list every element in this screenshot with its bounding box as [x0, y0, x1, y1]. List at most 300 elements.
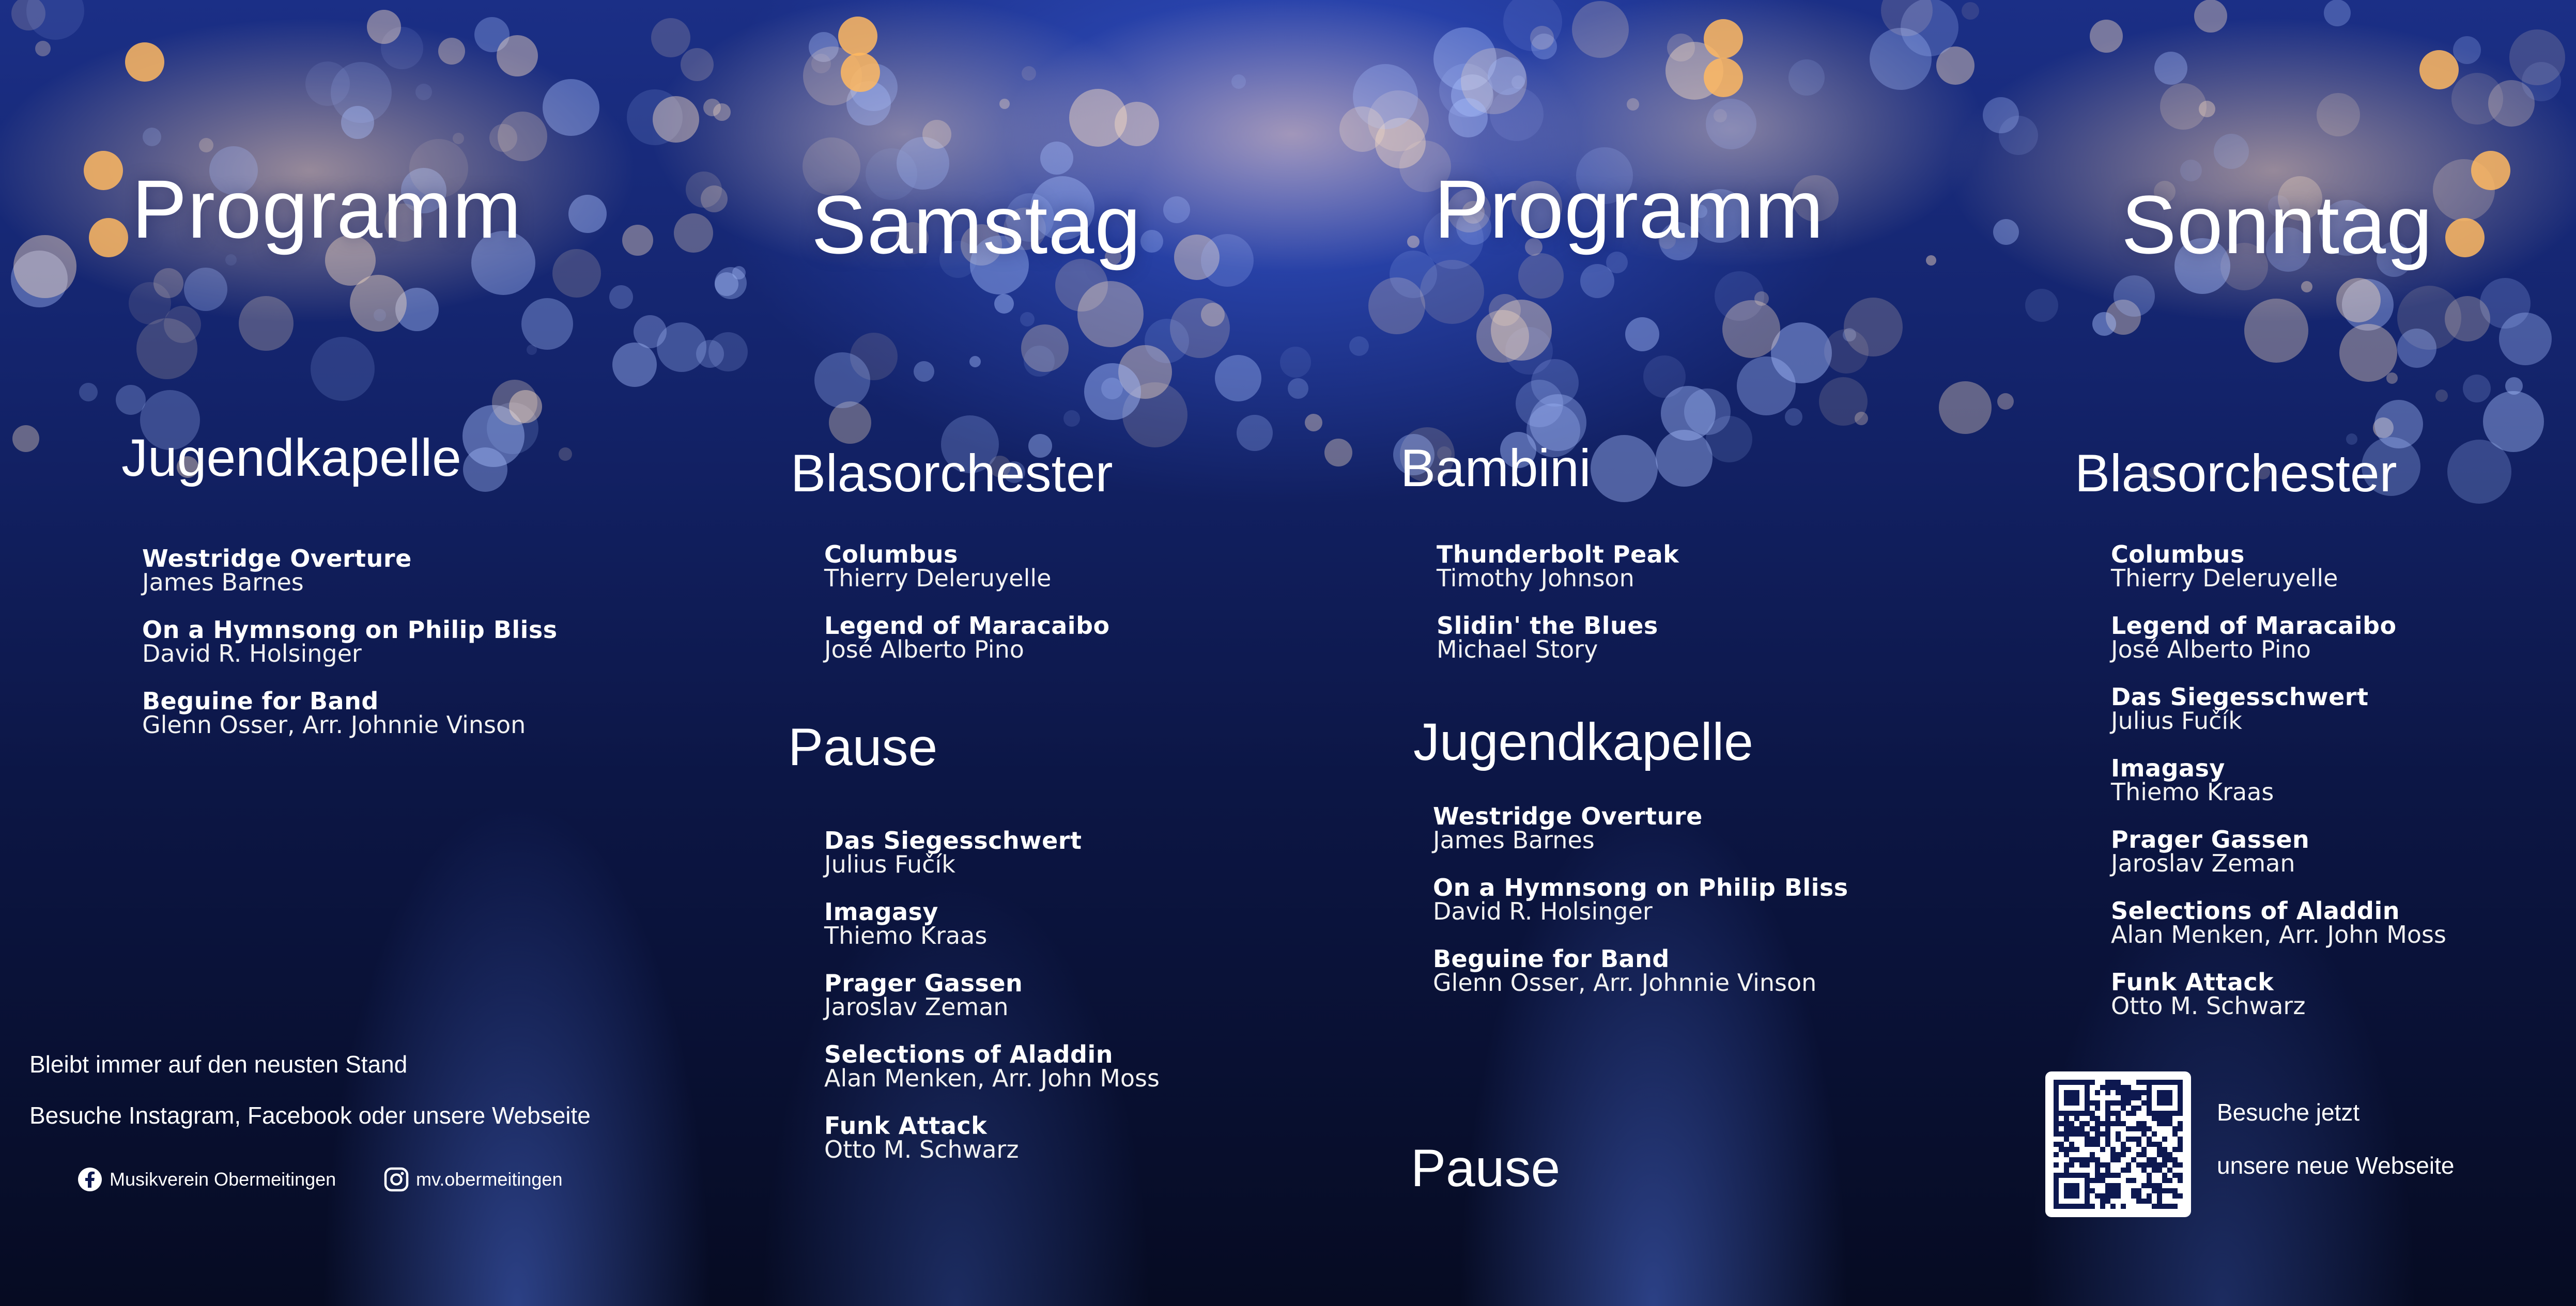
- bokeh-light: [2199, 101, 2215, 117]
- bokeh-light: [1667, 34, 1695, 61]
- bokeh-light: [1665, 42, 1723, 100]
- bokeh-light: [1714, 109, 1727, 122]
- bokeh-light: [1754, 291, 1769, 306]
- piece-composer: Julius Fučík: [2111, 707, 2242, 735]
- piece-title: Das Siegesschwert: [824, 827, 1082, 854]
- bokeh-light: [1021, 324, 1069, 372]
- program-item: [2111, 756, 2274, 804]
- bokeh-light: [1591, 435, 1658, 502]
- piece-composer: Glenn Osser, Arr. Johnnie Vinson: [1433, 969, 1817, 997]
- bokeh-light: [1353, 64, 1418, 129]
- bokeh-light: [2090, 20, 2123, 53]
- piece-composer: Thiemo Kraas: [2111, 778, 2274, 806]
- program-item: [824, 898, 988, 950]
- bokeh-light: [1505, 327, 1553, 375]
- bokeh-light: [164, 306, 201, 343]
- bokeh-light: [708, 332, 748, 371]
- program-item: [824, 614, 1110, 661]
- bokeh-light: [1368, 90, 1429, 151]
- bokeh-light: [696, 340, 724, 368]
- bokeh-light: [1901, 0, 1958, 56]
- bokeh-light: [543, 79, 599, 136]
- program-item: [2111, 897, 2446, 949]
- bokeh-light: [1704, 58, 1743, 97]
- bokeh-light: [2373, 417, 2394, 438]
- bokeh-light: [622, 225, 653, 256]
- bokeh-light: [1145, 319, 1189, 363]
- bokeh-light: [2317, 93, 2360, 136]
- bokeh-light: [1122, 382, 1187, 447]
- bokeh-light: [701, 185, 728, 212]
- bokeh-light: [2244, 299, 2308, 363]
- bokeh-light: [568, 195, 607, 233]
- program-item: [1437, 614, 1658, 661]
- bokeh-light: [1288, 378, 1308, 399]
- bokeh-light: [1375, 118, 1426, 168]
- piece-title: Columbus: [824, 540, 958, 568]
- piece-composer: David R. Holsinger: [142, 640, 362, 667]
- piece-composer: James Barnes: [1433, 826, 1595, 854]
- bokeh-light: [1390, 251, 1437, 298]
- program-item: [2111, 970, 2306, 1018]
- bokeh-light: [527, 345, 537, 355]
- facebook-link[interactable]: [78, 1167, 336, 1192]
- program-item: [2111, 614, 2397, 661]
- bokeh-light: [2106, 300, 2141, 335]
- bokeh-light: [1530, 26, 1554, 50]
- bokeh-light: [1024, 346, 1055, 377]
- bokeh-light: [1237, 415, 1273, 451]
- bokeh-light: [559, 447, 572, 461]
- bokeh-light: [1788, 59, 1825, 96]
- bokeh-light: [651, 18, 690, 57]
- bokeh-light: [1531, 34, 1557, 59]
- bokeh-light: [26, 0, 84, 40]
- program-item: [142, 547, 412, 594]
- bokeh-light: [1936, 46, 1975, 85]
- bokeh-light: [84, 151, 123, 190]
- piece-composer: Jaroslav Zeman: [2111, 849, 2295, 877]
- bokeh-light: [2301, 281, 2312, 292]
- piece-title: Legend of Maracaibo: [2111, 612, 2397, 640]
- program-item: [824, 542, 1051, 590]
- bokeh-light: [2445, 218, 2485, 257]
- bokeh-light: [331, 62, 392, 123]
- piece-title: On a Hymnsong on Philip Bliss: [142, 616, 558, 644]
- piece-composer: Jaroslav Zeman: [824, 993, 1009, 1021]
- bokeh-light: [829, 401, 871, 444]
- bokeh-light: [311, 337, 375, 401]
- bokeh-light: [374, 309, 386, 321]
- bokeh-light: [811, 54, 831, 73]
- piece-composer: Otto M. Schwarz: [2111, 992, 2306, 1020]
- bokeh-light: [1785, 408, 1802, 426]
- bokeh-light: [1063, 410, 1080, 427]
- bokeh-light: [239, 296, 294, 351]
- bokeh-light: [1661, 386, 1716, 441]
- piece-title: Legend of Maracaibo: [824, 612, 1110, 640]
- bokeh-light: [35, 41, 51, 56]
- bokeh-light: [367, 10, 401, 44]
- piece-composer: Thierry Deleruyelle: [2111, 564, 2338, 592]
- bokeh-light: [2509, 29, 2565, 85]
- bokeh-light: [686, 172, 722, 208]
- bokeh-light: [1999, 116, 2038, 155]
- bokeh-light: [1407, 236, 1420, 248]
- bokeh-light: [1020, 312, 1035, 326]
- piece-title: Selections of Aladdin: [2111, 897, 2400, 925]
- panel1-title: Programm: [132, 163, 522, 255]
- panel2-pause: Pause: [788, 718, 938, 776]
- bokeh-light: [2433, 159, 2495, 221]
- piece-composer: Thiemo Kraas: [824, 922, 988, 950]
- bokeh-light: [1625, 317, 1659, 351]
- bokeh-light: [1201, 303, 1225, 326]
- piece-title: Slidin' the Blues: [1437, 612, 1658, 640]
- bokeh-light: [2483, 391, 2544, 452]
- bokeh-light: [1490, 87, 1544, 141]
- bokeh-light: [129, 282, 171, 324]
- bokeh-light: [1993, 219, 2019, 245]
- bokeh-light: [497, 35, 538, 76]
- bokeh-light: [2397, 286, 2461, 350]
- program-item: [1433, 876, 1848, 923]
- bokeh-light: [2025, 289, 2058, 322]
- bokeh-light: [1118, 345, 1172, 399]
- piece-title: Selections of Aladdin: [824, 1040, 1113, 1068]
- bokeh-light: [1163, 196, 1190, 223]
- bokeh-light: [1101, 378, 1123, 399]
- bokeh-light: [1706, 99, 1756, 149]
- piece-title: Prager Gassen: [824, 969, 1023, 997]
- bokeh-light: [1231, 74, 1246, 89]
- bokeh-light: [2092, 312, 2116, 336]
- panel4-title-sonntag: Sonntag: [2121, 178, 2433, 271]
- bokeh-light: [225, 254, 237, 266]
- bokeh-light: [1926, 255, 1936, 266]
- bokeh-light: [2386, 372, 2398, 384]
- bokeh-light: [732, 266, 746, 279]
- bokeh-light: [341, 106, 374, 139]
- bokeh-light: [1069, 89, 1127, 147]
- program-item: [1437, 542, 1679, 590]
- bokeh-light: [850, 64, 898, 111]
- piece-title: Thunderbolt Peak: [1437, 540, 1679, 568]
- bokeh-light: [1516, 380, 1563, 427]
- bokeh-light: [914, 361, 934, 382]
- bokeh-light: [492, 380, 537, 425]
- bokeh-light: [12, 425, 39, 452]
- piece-title: Prager Gassen: [2111, 826, 2310, 853]
- panel3-section-jugendkapelle: Jugendkapelle: [1413, 712, 1753, 771]
- program-item: [824, 829, 1082, 876]
- bokeh-light: [713, 103, 731, 121]
- bokeh-light: [1844, 298, 1903, 356]
- bokeh-light: [627, 89, 683, 145]
- bokeh-light: [2522, 62, 2561, 101]
- piece-composer: Alan Menken, Arr. John Moss: [2111, 921, 2446, 949]
- program-item: [1433, 945, 1817, 997]
- bokeh-light: [487, 402, 538, 454]
- bokeh-light: [634, 315, 667, 348]
- bokeh-light: [381, 27, 423, 69]
- bokeh-light: [2324, 0, 2351, 26]
- bokeh-light: [809, 32, 839, 62]
- bokeh-light: [612, 343, 657, 387]
- bokeh-light: [552, 249, 601, 298]
- bokeh-light: [1627, 98, 1639, 111]
- bokeh-light: [715, 272, 738, 296]
- panel3-title: Programm: [1434, 163, 1824, 255]
- qr-code-icon: [2045, 1071, 2191, 1217]
- bokeh-light: [2114, 275, 2155, 317]
- panel2-title-samstag: Samstag: [811, 178, 1142, 271]
- bokeh-light: [2451, 73, 2503, 125]
- program-item: [142, 618, 558, 665]
- bokeh-light: [609, 285, 633, 309]
- program-item: [2111, 542, 2338, 590]
- bokeh-light: [1704, 19, 1743, 58]
- program-item: [824, 971, 1023, 1019]
- bokeh-light: [841, 53, 880, 92]
- bokeh-light: [1824, 329, 1869, 374]
- bokeh-light: [1040, 142, 1073, 175]
- bokeh-light: [1488, 57, 1526, 95]
- piece-title: Beguine for Band: [1433, 945, 1670, 973]
- panel1-section-jugendkapelle: Jugendkapelle: [121, 428, 461, 487]
- bokeh-light: [1489, 294, 1521, 326]
- program-item: [824, 1114, 1019, 1161]
- bokeh-light: [1503, 0, 1562, 51]
- bokeh-light: [1643, 355, 1686, 398]
- instagram-icon: [384, 1167, 409, 1192]
- bokeh-light: [2160, 83, 2207, 130]
- panel2-section-blasorchester: Blasorchester: [791, 444, 1113, 503]
- bokeh-light: [1870, 28, 1932, 90]
- bokeh-light: [1420, 260, 1484, 324]
- bokeh-light: [838, 17, 877, 56]
- bokeh-light: [153, 268, 183, 298]
- facebook-label: Musikverein Obermeitingen: [110, 1169, 336, 1190]
- bokeh-light: [305, 61, 350, 106]
- bokeh-light: [13, 235, 76, 298]
- bokeh-light: [1531, 359, 1579, 407]
- piece-title: On a Hymnsong on Philip Bliss: [1433, 874, 1848, 901]
- piece-title: Das Siegesschwert: [2111, 683, 2369, 711]
- bokeh-light: [2419, 50, 2459, 89]
- panel3-pause: Pause: [1411, 1139, 1561, 1198]
- bokeh-light: [803, 46, 862, 105]
- bokeh-light: [2453, 36, 2481, 64]
- bokeh-light: [2342, 279, 2394, 331]
- bokeh-light: [1022, 66, 1036, 81]
- piece-composer: Otto M. Schwarz: [824, 1136, 1019, 1163]
- bokeh-light: [11, 0, 45, 30]
- bokeh-light: [1368, 277, 1425, 334]
- bokeh-light: [1737, 356, 1796, 415]
- bokeh-light: [994, 294, 1014, 314]
- piece-composer: David R. Holsinger: [1433, 897, 1653, 925]
- program-item: [1433, 804, 1703, 852]
- piece-composer: Michael Story: [1437, 635, 1598, 663]
- facebook-icon: [78, 1167, 102, 1192]
- bokeh-light: [1349, 336, 1369, 356]
- bokeh-light: [79, 383, 98, 401]
- bokeh-light: [999, 99, 1010, 109]
- bokeh-light: [199, 138, 213, 152]
- bokeh-light: [1084, 363, 1141, 420]
- bokeh-light: [814, 352, 870, 408]
- bokeh-light: [1140, 230, 1163, 253]
- bokeh-light: [2397, 329, 2436, 368]
- bokeh-light: [1491, 300, 1552, 361]
- bokeh-light: [1077, 281, 1144, 347]
- qr-caption-line2: unsere neue Webseite: [2217, 1152, 2455, 1179]
- piece-title: Westridge Overture: [1433, 802, 1703, 830]
- bokeh-light: [1983, 97, 2019, 133]
- bokeh-light: [1997, 393, 2014, 410]
- piece-title: Beguine for Band: [142, 687, 379, 715]
- bokeh-light: [11, 251, 68, 307]
- bokeh-light: [509, 390, 542, 423]
- bokeh-light: [1433, 27, 1497, 90]
- piece-title: Westridge Overture: [142, 545, 412, 572]
- bokeh-light: [1174, 235, 1220, 280]
- bokeh-light: [715, 267, 747, 299]
- program-item: [824, 1040, 1160, 1092]
- piece-composer: Thierry Deleruyelle: [824, 564, 1052, 592]
- bokeh-light: [1939, 381, 1992, 434]
- bokeh-light: [2214, 134, 2249, 169]
- bokeh-light: [1201, 234, 1254, 287]
- bokeh-light: [489, 124, 517, 152]
- bokeh-light: [846, 81, 891, 126]
- bokeh-light: [1339, 106, 1385, 152]
- piece-title: Funk Attack: [2111, 968, 2274, 996]
- bokeh-light: [1706, 416, 1752, 462]
- bokeh-light: [1324, 439, 1352, 467]
- piece-composer: James Barnes: [142, 568, 304, 596]
- bokeh-light: [438, 38, 465, 65]
- bokeh-light: [1843, 328, 1856, 341]
- panel3-section-bambini: Bambini: [1400, 439, 1591, 497]
- bokeh-light: [498, 112, 547, 161]
- bokeh-light: [2488, 80, 2535, 127]
- bokeh-light: [463, 447, 507, 492]
- piece-composer: Timothy Johnson: [1437, 564, 1634, 592]
- bokeh-light: [2154, 52, 2187, 85]
- bokeh-light: [2445, 296, 2490, 341]
- bokeh-light: [415, 84, 432, 100]
- bokeh-light: [89, 218, 128, 257]
- bokeh-light: [922, 120, 951, 149]
- piece-title: Columbus: [2111, 540, 2245, 568]
- bokeh-light: [2374, 400, 2423, 448]
- qr-code[interactable]: [2045, 1071, 2191, 1217]
- bokeh-light: [143, 128, 161, 146]
- qr-caption-line1: Besuche jetzt: [2217, 1099, 2360, 1126]
- footer-stay-updated: Bleibt immer auf den neusten Stand: [29, 1051, 408, 1078]
- bokeh-light: [1722, 300, 1780, 358]
- piece-composer: Alan Menken, Arr. John Moss: [824, 1064, 1160, 1092]
- bokeh-light: [2194, 0, 2227, 33]
- bokeh-light: [521, 298, 573, 350]
- bokeh-light: [2480, 278, 2531, 329]
- bokeh-light: [703, 99, 721, 116]
- bokeh-light: [1115, 102, 1159, 146]
- bokeh-light: [1771, 322, 1832, 383]
- bokeh-light: [2346, 433, 2357, 445]
- piece-composer: José Alberto Pino: [824, 635, 1024, 663]
- bokeh-light: [1511, 75, 1525, 89]
- bokeh-light: [1280, 347, 1311, 378]
- piece-composer: José Alberto Pino: [2111, 635, 2311, 663]
- bokeh-light: [125, 42, 164, 82]
- bokeh-light: [1476, 310, 1529, 363]
- bokeh-light: [1518, 253, 1564, 299]
- bokeh-light: [2505, 377, 2523, 395]
- instagram-label: mv.obermeitingen: [416, 1169, 563, 1190]
- bokeh-light: [1656, 430, 1713, 487]
- bokeh-light: [2339, 324, 2397, 382]
- bokeh-light: [2447, 440, 2511, 504]
- instagram-link[interactable]: [384, 1167, 562, 1192]
- bokeh-light: [1580, 264, 1614, 298]
- bokeh-light: [350, 275, 407, 332]
- bokeh-light: [136, 318, 197, 379]
- bokeh-light: [2463, 375, 2491, 402]
- bokeh-light: [2336, 278, 2381, 322]
- piece-title: Imagasy: [824, 898, 938, 926]
- bokeh-light: [2499, 313, 2552, 365]
- program-item: [2111, 685, 2369, 733]
- bokeh-light: [1439, 64, 1493, 117]
- bokeh-light: [462, 405, 525, 467]
- bokeh-light: [2471, 151, 2510, 190]
- bokeh-light: [1855, 412, 1868, 425]
- bokeh-light: [850, 333, 898, 380]
- bokeh-light: [969, 356, 981, 367]
- bokeh-light: [674, 213, 713, 253]
- bokeh-light: [1215, 355, 1261, 401]
- piece-composer: Julius Fučík: [824, 850, 955, 878]
- bokeh-light: [2435, 390, 2448, 402]
- bokeh-light: [1962, 2, 1979, 20]
- bokeh-light: [184, 268, 227, 311]
- bokeh-light: [1684, 388, 1731, 435]
- bokeh-light: [474, 17, 510, 52]
- bokeh-light: [453, 133, 464, 144]
- bokeh-light: [657, 322, 706, 372]
- bokeh-light: [1819, 377, 1868, 426]
- bokeh-light: [1715, 271, 1764, 321]
- bokeh-light: [1451, 74, 1493, 117]
- bokeh-light: [681, 48, 714, 81]
- bokeh-light: [1572, 1, 1629, 58]
- bokeh-light: [116, 385, 146, 415]
- footer-visit-social: Besuche Instagram, Facebook oder unsere Webseite: [29, 1102, 591, 1129]
- bokeh-light: [395, 288, 439, 331]
- bokeh-light: [1305, 414, 1322, 431]
- bokeh-light: [1461, 48, 1527, 114]
- bokeh-light: [653, 96, 699, 143]
- panel4-section-blasorchester: Blasorchester: [2075, 444, 2397, 503]
- piece-title: Funk Attack: [824, 1112, 988, 1140]
- piece-composer: Glenn Osser, Arr. Johnnie Vinson: [142, 711, 526, 739]
- bokeh-light: [1170, 298, 1230, 358]
- program-item: [142, 689, 526, 737]
- bokeh-light: [1881, 0, 1933, 36]
